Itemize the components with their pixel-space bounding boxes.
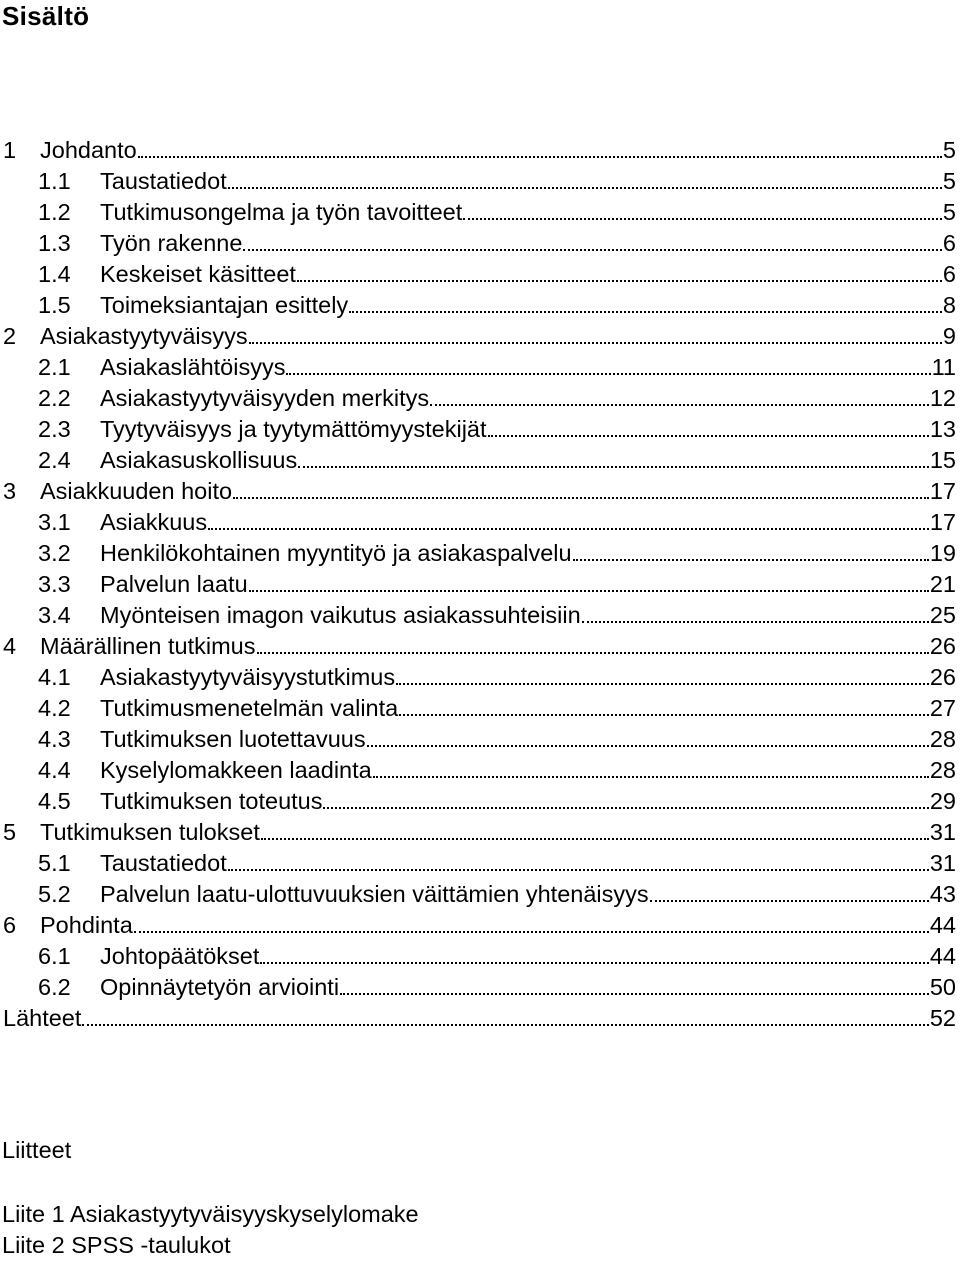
toc-entry-page-number: 29 [929,788,956,814]
toc-entry-number: 6 [3,912,17,938]
toc-entry-number: 4.3 [38,726,71,752]
toc-dot-leader [261,838,929,840]
toc-entry-label: Palvelun laatu-ulottuvuuksien väittämien yhtenäisyys [100,881,649,907]
toc-entry-number: 1.2 [38,199,71,225]
toc-dot-leader [297,280,942,282]
toc-entry-label: Opinnäytetyön arviointi [100,974,340,1000]
toc-dot-leader [134,931,929,933]
toc-entry-number: 4.2 [38,695,71,721]
toc-dot-leader [463,218,942,220]
toc-entry[interactable] [3,259,956,290]
toc-entry-page-number: 9 [942,323,956,349]
toc-entry[interactable] [3,693,956,724]
toc-dot-leader [367,745,929,747]
toc-entry[interactable] [3,600,956,631]
toc-entry[interactable] [3,321,956,352]
toc-entry-page-number: 26 [929,664,956,690]
toc-entry-label: Johtopäätökset [100,943,260,969]
toc-entry[interactable] [3,879,956,910]
toc-entry-label: Johdanto [40,137,137,163]
toc-entry-number: 2.2 [38,385,71,411]
toc-entry[interactable] [3,1003,956,1034]
toc-entry-label: Henkilökohtainen myyntityö ja asiakaspalvelu [100,540,572,566]
toc-dot-leader [573,559,929,561]
toc-entry[interactable] [3,755,956,786]
toc-entry[interactable] [3,228,956,259]
page-title: Sisältö [2,1,90,31]
toc-dot-leader [260,962,928,964]
toc-entry-number: 2 [3,323,17,349]
toc-entry-page-number: 27 [929,695,956,721]
toc-dot-leader [399,714,929,716]
toc-dot-leader [249,590,929,592]
toc-entry-label: Palvelun laatu [100,571,248,597]
toc-entry[interactable] [3,352,956,383]
toc-entry-number: 6.2 [38,974,71,1000]
toc-entry-label: Asiakasuskollisuus [100,447,298,473]
toc-entry-label: Asiakastyytyväisyystutkimus [100,664,396,690]
toc-entry-label: Tutkimuksen tulokset [40,819,260,845]
toc-dot-leader [257,652,929,654]
toc-entry-page-number: 28 [929,726,956,752]
toc-entry-page-number: 5 [942,199,956,225]
toc-entry-label: Asiakastyytyväisyyden merkitys [100,385,430,411]
toc-entry[interactable] [3,631,956,662]
toc-entry-page-number: 44 [929,943,956,969]
toc-entry[interactable] [3,817,956,848]
toc-entry-page-number: 21 [929,571,956,597]
toc-entry-page-number: 6 [942,261,956,287]
toc-entry-page-number: 19 [929,540,956,566]
toc-dot-leader [488,435,929,437]
toc-dot-leader [233,497,929,499]
toc-entry-page-number: 25 [929,602,956,628]
toc-entry-label: Taustatiedot [100,850,227,876]
toc-dot-leader [373,776,929,778]
toc-entry-label: Asiakaslähtöisyys [100,354,286,380]
appendix-item: Liite 1 Asiakastyytyväisyyskyselylomake [2,1201,419,1227]
toc-entry-number: 4.5 [38,788,71,814]
toc-entry-page-number: 43 [929,881,956,907]
toc-entry-page-number: 6 [942,230,956,256]
toc-entry-page-number: 31 [929,850,956,876]
toc-entry-number: 2.3 [38,416,71,442]
toc-dot-leader [650,900,929,902]
toc-entry-page-number: 44 [929,912,956,938]
toc-entry-number: 4.4 [38,757,71,783]
toc-entry[interactable] [3,941,956,972]
toc-entry-number: 1.4 [38,261,71,287]
toc-entry[interactable] [3,538,956,569]
toc-entry[interactable] [3,848,956,879]
toc-entry[interactable] [3,166,956,197]
toc-entry-page-number: 31 [929,819,956,845]
toc-dot-leader [286,373,930,375]
appendices-heading: Liitteet [2,1137,72,1163]
toc-entry-number: 1.5 [38,292,71,318]
toc-entry-number: 3 [3,478,17,504]
toc-entry-label: Lähteet [3,1005,82,1031]
toc-dot-leader [138,156,942,158]
toc-entry-page-number: 17 [929,478,956,504]
toc-entry-page-number: 15 [929,447,956,473]
toc-entry-page-number: 26 [929,633,956,659]
toc-entry[interactable] [3,476,956,507]
toc-entry-page-number: 28 [929,757,956,783]
appendices-list [2,1199,419,1261]
appendix-item: Liite 2 SPSS -taulukot [2,1232,231,1258]
toc-dot-leader [323,807,928,809]
toc-entry-number: 1.1 [38,168,71,194]
toc-entry-number: 1 [3,137,17,163]
toc-entry-label: Taustatiedot [100,168,227,194]
toc-entry-page-number: 52 [929,1005,956,1031]
toc-entry[interactable] [3,197,956,228]
toc-entry-number: 5.2 [38,881,71,907]
toc-entry[interactable] [3,290,956,321]
toc-dot-leader [208,528,929,530]
toc-entry-page-number: 17 [929,509,956,535]
toc-entry-label: Tutkimuksen luotettavuus [100,726,366,752]
toc-entry-page-number: 8 [942,292,956,318]
toc-entry-label: Tutkimusmenetelmän valinta [100,695,399,721]
toc-dot-leader [243,249,942,251]
toc-entry-number: 2.1 [38,354,71,380]
toc-entry-page-number: 5 [942,137,956,163]
toc-entry-number: 3.2 [38,540,71,566]
toc-entry-number: 5.1 [38,850,71,876]
toc-entry-label: Toimeksiantajan esittely [100,292,349,318]
toc-dot-leader [228,187,942,189]
toc-entry-page-number: 50 [929,974,956,1000]
toc-entry-number: 3.4 [38,602,71,628]
toc-dot-leader [396,683,929,685]
toc-entry-label: Pohdinta [40,912,133,938]
toc-entry-label: Määrällinen tutkimus [40,633,256,659]
toc-entry-label: Myönteisen imagon vaikutus asiakassuhteisiin [100,602,581,628]
toc-dot-leader [228,869,929,871]
table-of-contents [3,135,956,1034]
toc-entry-page-number: 13 [929,416,956,442]
toc-dot-leader [249,342,942,344]
toc-entry-page-number: 11 [931,354,956,380]
toc-entry-label: Asiakastyytyväisyys [40,323,248,349]
toc-entry-page-number: 12 [929,385,956,411]
toc-entry-label: Tutkimusongelma ja työn tavoitteet [100,199,463,225]
toc-dot-leader [430,404,929,406]
toc-dot-leader [349,311,942,313]
toc-entry[interactable] [3,972,956,1003]
toc-entry-number: 5 [3,819,17,845]
toc-dot-leader [582,621,929,623]
toc-entry-number: 1.3 [38,230,71,256]
toc-entry[interactable] [3,507,956,538]
toc-entry-number: 3.3 [38,571,71,597]
toc-entry[interactable] [3,445,956,476]
toc-entry[interactable] [3,662,956,693]
toc-entry-number: 3.1 [38,509,71,535]
toc-entry-number: 2.4 [38,447,71,473]
toc-entry[interactable] [3,724,956,755]
toc-entry-label: Tutkimuksen toteutus [100,788,323,814]
toc-entry-page-number: 5 [942,168,956,194]
toc-entry-label: Tyytyväisyys ja tyytymättömyystekijät [100,416,487,442]
toc-entry-number: 6.1 [38,943,71,969]
toc-entry[interactable] [3,383,956,414]
toc-dot-leader [82,1024,928,1026]
toc-entry-label: Keskeiset käsitteet [100,261,296,287]
toc-entry-label: Työn rakenne [100,230,243,256]
toc-dot-leader [340,993,929,995]
toc-entry[interactable] [3,786,956,817]
toc-entry[interactable] [3,569,956,600]
toc-entry[interactable] [3,910,956,941]
toc-dot-leader [298,466,929,468]
toc-entry-label: Kyselylomakkeen laadinta [100,757,372,783]
toc-entry[interactable] [3,135,956,166]
toc-entry-number: 4.1 [38,664,71,690]
toc-entry[interactable] [3,414,956,445]
toc-entry-number: 4 [3,633,17,659]
toc-entry-label: Asiakkuuden hoito [40,478,233,504]
toc-entry-label: Asiakkuus [100,509,208,535]
